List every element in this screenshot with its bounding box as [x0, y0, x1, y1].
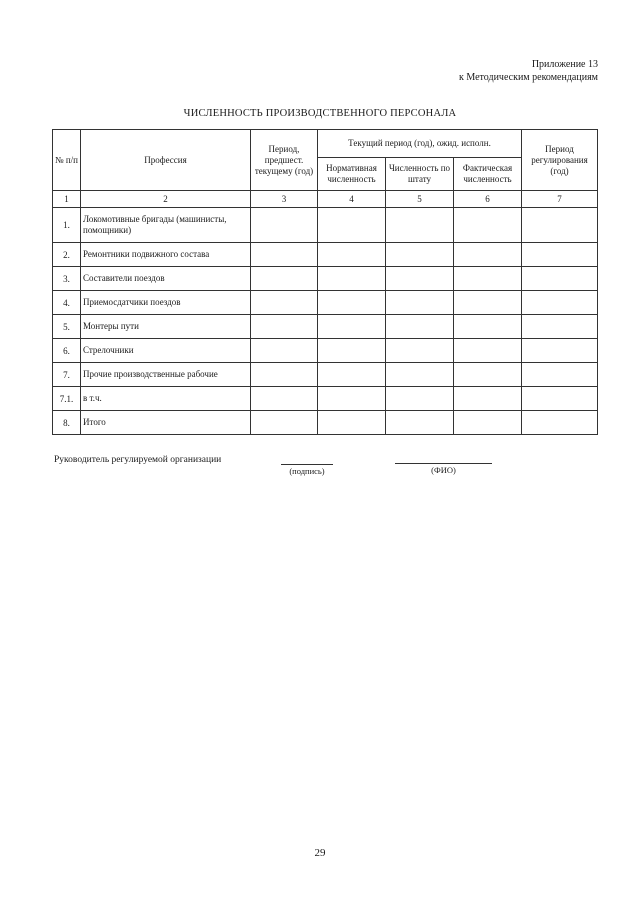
table-row: [53, 243, 598, 267]
table-cell: [318, 267, 386, 291]
row-profession: Прочие производственные рабочие: [81, 363, 251, 387]
row-profession: Монтеры пути: [81, 315, 251, 339]
signature-caption: (подпись): [289, 466, 325, 476]
table-cell: [251, 208, 318, 243]
column-number: 2: [81, 191, 251, 208]
header-staff: Численность по штату: [386, 158, 454, 191]
personnel-table: [52, 129, 598, 435]
row-number: 3.: [53, 267, 81, 291]
table-row: [53, 208, 598, 243]
header-actual: Фактическая численность: [454, 158, 522, 191]
table-cell: [454, 363, 522, 387]
row-number: 7.1.: [53, 387, 81, 411]
table-cell: [318, 243, 386, 267]
table-cell: [251, 339, 318, 363]
table-cell: [318, 291, 386, 315]
table-cell: [454, 339, 522, 363]
header-profession: Профессия: [81, 130, 251, 191]
table-row: [53, 267, 598, 291]
row-number: 7.: [53, 363, 81, 387]
name-caption: (ФИО): [431, 465, 456, 475]
signature-line: [281, 464, 333, 465]
column-number: 5: [386, 191, 454, 208]
table-cell: [251, 315, 318, 339]
table-cell: [251, 363, 318, 387]
table-cell: [251, 291, 318, 315]
name-line: [395, 463, 492, 464]
table-cell: [454, 208, 522, 243]
page-number: 29: [314, 847, 326, 859]
header-prev-period: Период, предшест. текущему (год): [251, 130, 318, 191]
appendix-line-2: к Методическим рекомендациям: [458, 72, 598, 83]
appendix-line-1: Приложение 13: [531, 59, 598, 70]
table-cell: [386, 315, 454, 339]
table-cell: [251, 243, 318, 267]
table-cell: [386, 363, 454, 387]
row-profession: Приемосдатчики поездов: [81, 291, 251, 315]
table-cell: [318, 387, 386, 411]
table-cell: [522, 243, 598, 267]
table-cell: [386, 411, 454, 435]
table-cell: [454, 315, 522, 339]
row-profession: Стрелочники: [81, 339, 251, 363]
table-cell: [522, 267, 598, 291]
table-cell: [522, 411, 598, 435]
row-profession: Локомотивные бригады (машинисты, помощники): [81, 208, 251, 243]
table-cell: [251, 267, 318, 291]
table-row: [53, 315, 598, 339]
header-regulation-period: Период регулирования (год): [522, 130, 598, 191]
table-cell: [386, 339, 454, 363]
table-cell: [522, 339, 598, 363]
row-profession: Итого: [81, 411, 251, 435]
table-row: [53, 387, 598, 411]
column-number-row: [53, 191, 598, 208]
column-number: 4: [318, 191, 386, 208]
table-cell: [251, 387, 318, 411]
table-cell: [386, 208, 454, 243]
column-number: 6: [454, 191, 522, 208]
column-number: 3: [251, 191, 318, 208]
table-cell: [386, 291, 454, 315]
table-cell: [318, 363, 386, 387]
appendix-header: [459, 58, 598, 84]
row-number: 4.: [53, 291, 81, 315]
table-cell: [386, 243, 454, 267]
column-number: 7: [522, 191, 598, 208]
document-title: ЧИСЛЕННОСТЬ ПРОИЗВОДСТВЕННОГО ПЕРСОНАЛА: [183, 108, 457, 119]
table-row: [53, 291, 598, 315]
row-profession: Составители поездов: [81, 267, 251, 291]
row-number: 8.: [53, 411, 81, 435]
row-number: 6.: [53, 339, 81, 363]
header-normative: Нормативная численность: [318, 158, 386, 191]
table-row: [53, 339, 598, 363]
signature-label: Руководитель регулируемой организации: [54, 455, 222, 465]
table-cell: [386, 387, 454, 411]
table-cell: [251, 411, 318, 435]
table-cell: [386, 267, 454, 291]
table-cell: [522, 208, 598, 243]
column-number: 1: [53, 191, 81, 208]
row-profession: в т.ч.: [81, 387, 251, 411]
table-row: [53, 411, 598, 435]
table-cell: [454, 387, 522, 411]
table-cell: [454, 243, 522, 267]
row-number: 2.: [53, 243, 81, 267]
table-cell: [522, 291, 598, 315]
header-number: № п/п: [53, 130, 81, 191]
row-profession: Ремонтники подвижного состава: [81, 243, 251, 267]
table-cell: [318, 411, 386, 435]
table-cell: [454, 411, 522, 435]
table-cell: [454, 291, 522, 315]
row-number: 5.: [53, 315, 81, 339]
table-cell: [522, 387, 598, 411]
table-cell: [522, 315, 598, 339]
table-cell: [318, 339, 386, 363]
header-current-period: Текущий период (год), ожид. исполн.: [318, 130, 522, 158]
table-cell: [318, 315, 386, 339]
table-cell: [318, 208, 386, 243]
table-cell: [454, 267, 522, 291]
row-number: 1.: [53, 208, 81, 243]
table-cell: [522, 363, 598, 387]
table-row: [53, 363, 598, 387]
